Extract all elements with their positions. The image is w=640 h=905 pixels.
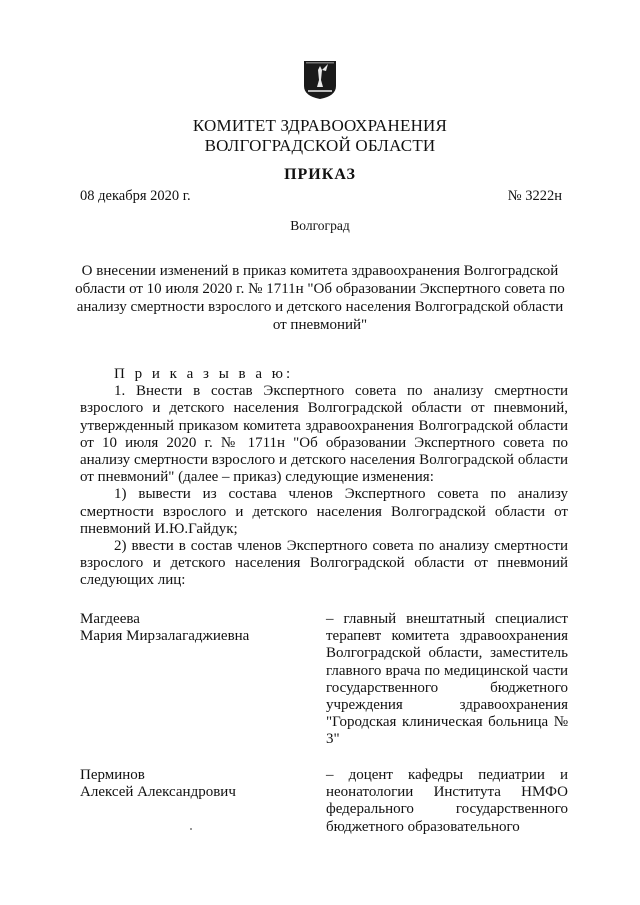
member-description xyxy=(326,611,568,749)
committee-line-1: КОМИТЕТ ЗДРАВООХРАНЕНИЯ xyxy=(192,116,448,135)
member-position: – доцент кафедры педиатрии и неонатологии Института НМФО федерального государственного бюджетного образовательного xyxy=(326,767,568,835)
paragraph-1: 1. Внести в состав Экспертного совета по анализу смертности взрослого и детского населения Волгоградской области от пневмоний, утвержденный приказом комитета здравоохранения Волгоградской области от 10 июля 2020 г. № 1711н "Об образовании Экспертного совета по анализу смертности взрослого и детского населения Волгоградской области от пневмоний" (далее – приказ) следующие изменения: xyxy=(80,383,568,486)
committee-line-2: ВОЛГОГРАДСКОЙ ОБЛАСТИ xyxy=(204,136,436,155)
order-body xyxy=(80,366,568,590)
member-name xyxy=(80,611,249,645)
member-given-names: Мария Мирзалагаджиевна xyxy=(80,628,250,645)
order-date: 08 декабря 2020 г. xyxy=(80,188,191,204)
member-position: – главный внештатный специалист терапевт комитета здравоохранения Волгоградской области, заместитель главного врача по медицинской части государственного бюджетного учреждения здравоохранения "Городская клиническая больница № 3" xyxy=(326,611,568,748)
member-given-names: Алексей Александрович xyxy=(80,784,236,801)
paragraph-3: 2) ввести в состав членов Экспертного совета по анализу смертности взрослого и детского населения Волгоградской области от пневмоний следующих лиц: xyxy=(80,538,568,589)
volgograd-coat-of-arms-icon xyxy=(303,60,337,100)
scan-speck xyxy=(190,828,192,830)
paragraph-2: 1) вывести из состава членов Экспертного совета по анализу смертности взрослого и детского населения Волгоградской области от пневмоний И.Ю.Гайдук; xyxy=(80,486,568,537)
order-word: П р и к а з ы в а ю: xyxy=(114,366,294,382)
order-number: № 3222н xyxy=(507,188,562,204)
order-title: О внесении изменений в приказ комитета здравоохранения Волгоградской области от 10 июля 2020 г. № 1711н "Об образовании Экспертного совета по анализу смертности взрослого и детского населения Волгоградской области от пневмоний" xyxy=(75,263,565,333)
member-name xyxy=(80,767,236,801)
city: Волгоград xyxy=(290,218,350,233)
member-surname: Магдеева xyxy=(80,611,140,627)
member-description xyxy=(326,767,568,836)
member-surname: Перминов xyxy=(80,767,145,783)
committee-name xyxy=(0,116,640,156)
document-type: ПРИКАЗ xyxy=(284,166,356,183)
